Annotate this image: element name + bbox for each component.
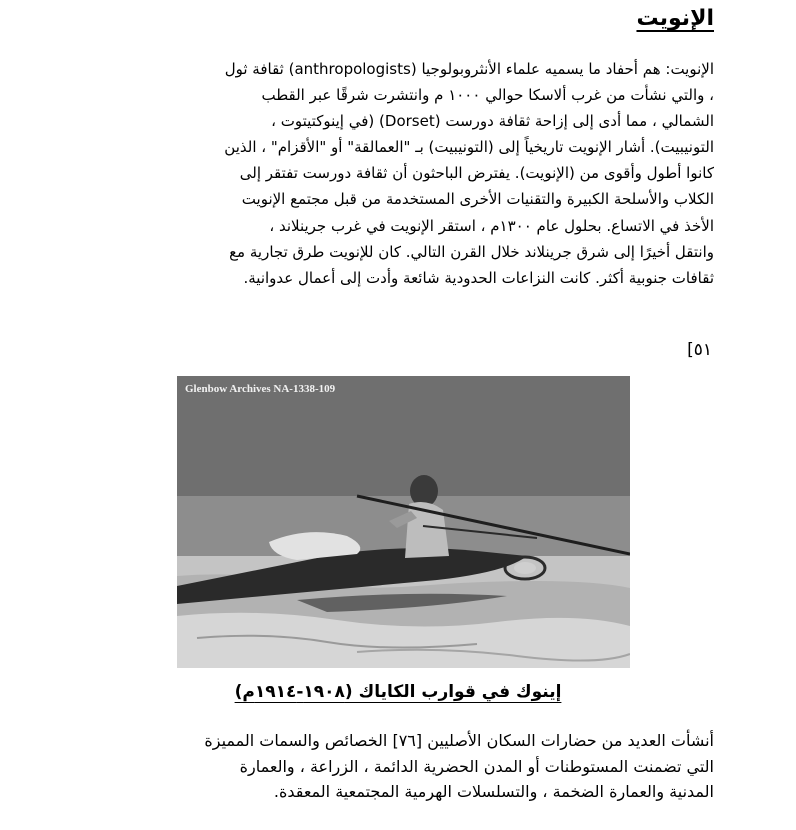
paragraph-line: أنشأت العديد من حضارات السكان الأصليين [٧٦] الخصائص والسمات المميزة (204, 731, 714, 750)
paragraph-line: المدنية والعمارة الضخمة ، والتسلسلات الهرمية المجتمعية المعقدة. (273, 782, 714, 801)
reference-mark: ٥١] (687, 340, 712, 360)
paragraph-line: ، والتي نشأت من غرب ألاسكا حوالي ١٠٠٠ م وانتشرت شرقًا عبر القطب (261, 86, 714, 105)
paragraph-line: التي تضمنت المستوطنات أو المدن الحضرية الدائمة ، الزراعة ، والعمارة (239, 756, 714, 776)
paragraph-civilizations (74, 728, 714, 805)
paragraph-line: وانتقل أخيرًا إلى شرق جرينلاند خلال القرن التالي. كان للإنويت طرق تجارية مع (229, 242, 714, 261)
paragraph-line: الشمالي ، مما أدى إلى إزاحة ثقافة دورست (Dorset) (في إينوكتيتوت ، (271, 112, 714, 131)
photo-caption (0, 682, 796, 702)
paragraph-intro (74, 56, 714, 291)
paragraph-line: الأخذ في الاتساع. بحلول عام ١٣٠٠م ، استقر الإنويت في غرب جرينلاند ، (269, 216, 714, 235)
paragraph-line: كانوا أطول وأقوى من (الإنويت). يفترض الباحثون أن ثقافة دورست تفتقر إلى (239, 164, 714, 183)
paragraph-line: ثقافات جنوبية أكثر. كانت النزاعات الحدودية شائعة وأدت إلى أعمال عدوانية. (243, 268, 714, 287)
page-title: الإنويت (636, 6, 714, 31)
paragraph-line: التونيبيت). أشار الإنويت تاريخياً إلى (التونيبيت) بـ "العمالقة" أو "الأقزام" ، الذين (224, 138, 714, 157)
paragraph-line: الكلاب والأسلحة الكبيرة والتقنيات الأخرى المستخدمة من قبل مجتمع الإنويت (241, 190, 714, 209)
kayak-photo (177, 376, 630, 668)
caption-text: إينوك في قوارب الكاياك (١٩٠٨-١٩١٤م) (234, 682, 562, 702)
paragraph-line: الإنويت: هم أحفاد ما يسميه علماء الأنثروبولوجيا (anthropologists) ثقافة ثول (224, 60, 714, 78)
photo-watermark: Glenbow Archives NA-1338-109 (185, 383, 336, 395)
